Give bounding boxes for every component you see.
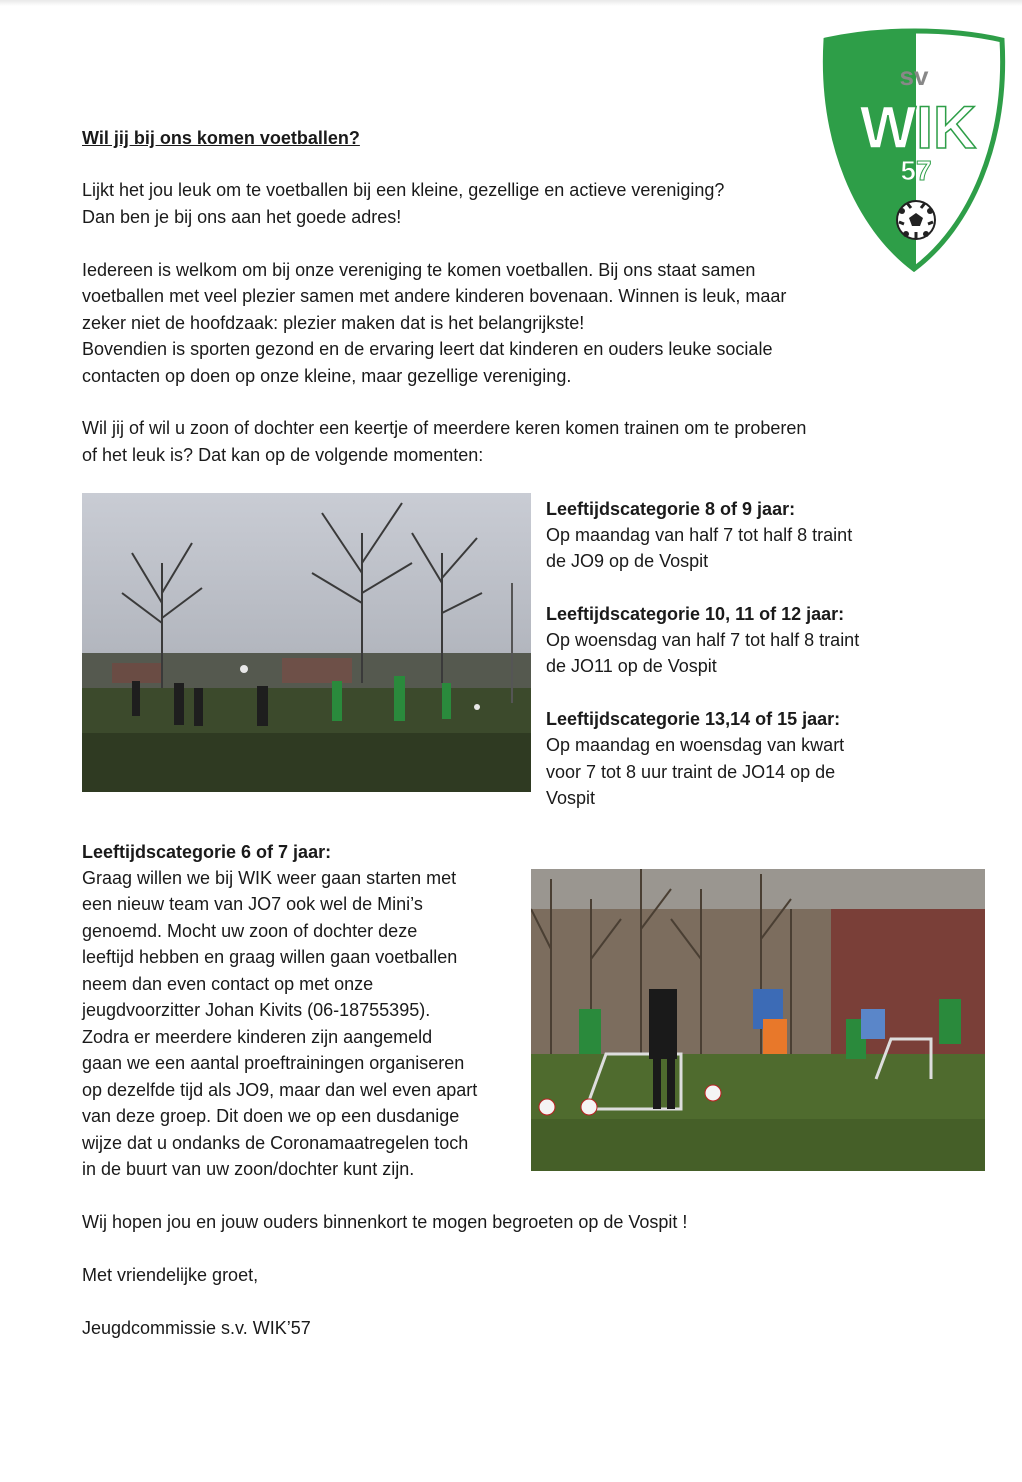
category-1-line-1: Op maandag van half 7 tot half 8 traint: [546, 525, 853, 545]
paragraph2-line-1: Iedereen is welkom om bij onze vereniging te komen voetballen. Bij ons staat samen: [82, 260, 756, 280]
category-1-line-2: de JO9 op de Vospit: [546, 551, 709, 571]
closing-signature: Jeugdcommissie s.v. WIK’57: [82, 1318, 311, 1338]
closing-line: Wij hopen jou en jouw ouders binnenkort te mogen begroeten op de Vospit !: [82, 1212, 688, 1232]
category-3-line-3: Vospit: [546, 788, 596, 808]
training-photo-field: [82, 493, 531, 792]
mini-line-6: jeugdvoorzitter Johan Kivits (06-18755395).: [82, 1000, 431, 1020]
logo-wik-text: WIK: [859, 94, 977, 161]
mini-line-11: wijze dat u ondanks de Coronamaatregelen toch: [82, 1133, 469, 1153]
paragraph2-line-3: zeker niet de hoofdzaak: plezier maken dat is het belangrijkste!: [82, 313, 585, 333]
logo-ball-icon: [897, 201, 935, 239]
mini-line-4: leeftijd hebben en graag willen gaan voetballen: [82, 947, 458, 967]
mini-line-2: een nieuw team van JO7 ook wel de Mini’s: [82, 894, 423, 914]
mini-heading: Leeftijdscategorie 6 of 7 jaar:: [82, 842, 332, 862]
paragraph2-line-5: contacten op doen op onze kleine, maar gezellige vereniging.: [82, 366, 572, 386]
category-3-line-2: voor 7 tot 8 uur traint de JO14 op de: [546, 762, 836, 782]
page-title: Wil jij bij ons komen voetballen?: [82, 128, 360, 148]
closing-greeting: Met vriendelijke groet,: [82, 1265, 259, 1285]
logo-sv-text: sv: [899, 61, 929, 91]
paragraph2-line-2: voetballen met veel plezier samen met andere kinderen bovenaan. Winnen is leuk, maar: [82, 286, 787, 306]
intro-line-1: Lijkt het jou leuk om te voetballen bij een kleine, gezellige en actieve vereniging?: [82, 180, 725, 200]
category-2-line-1: Op woensdag van half 7 tot half 8 traint: [546, 630, 860, 650]
paragraph3-line-2: of het leuk is? Dat kan op de volgende momenten:: [82, 445, 484, 465]
mini-line-7: Zodra er meerdere kinderen zijn aangemeld: [82, 1027, 433, 1047]
club-logo: [820, 22, 1010, 272]
page-top-shade: [0, 0, 1022, 6]
training-photo-minis: [531, 869, 985, 1171]
mini-line-3: genoemd. Mocht uw zoon of dochter deze: [82, 921, 418, 941]
mini-line-12: in de buurt van uw zoon/dochter kunt zijn.: [82, 1159, 415, 1179]
mini-line-5: neem dan even contact op met onze: [82, 974, 374, 994]
category-1-heading: Leeftijdscategorie 8 of 9 jaar:: [546, 499, 796, 519]
intro-line-2: Dan ben je bij ons aan het goede adres!: [82, 207, 402, 227]
mini-line-8: gaan we een aantal proeftrainingen organiseren: [82, 1053, 465, 1073]
category-2-heading: Leeftijdscategorie 10, 11 of 12 jaar:: [546, 604, 845, 624]
paragraph2-line-4: Bovendien is sporten gezond en de ervaring leert dat kinderen en ouders leuke sociale: [82, 339, 773, 359]
mini-line-9: op dezelfde tijd als JO9, maar dan wel even apart: [82, 1080, 478, 1100]
mini-line-10: van deze groep. Dit doen we op een dusdanige: [82, 1106, 460, 1126]
mini-line-1: Graag willen we bij WIK weer gaan starten met: [82, 868, 457, 888]
category-3-heading: Leeftijdscategorie 13,14 of 15 jaar:: [546, 709, 841, 729]
category-3-line-1: Op maandag en woensdag van kwart: [546, 735, 845, 755]
paragraph3-line-1: Wil jij of wil u zoon of dochter een keertje of meerdere keren komen trainen om te proberen: [82, 418, 807, 438]
logo-number-text: 57: [900, 155, 932, 186]
category-2-line-2: de JO11 op de Vospit: [546, 656, 717, 676]
